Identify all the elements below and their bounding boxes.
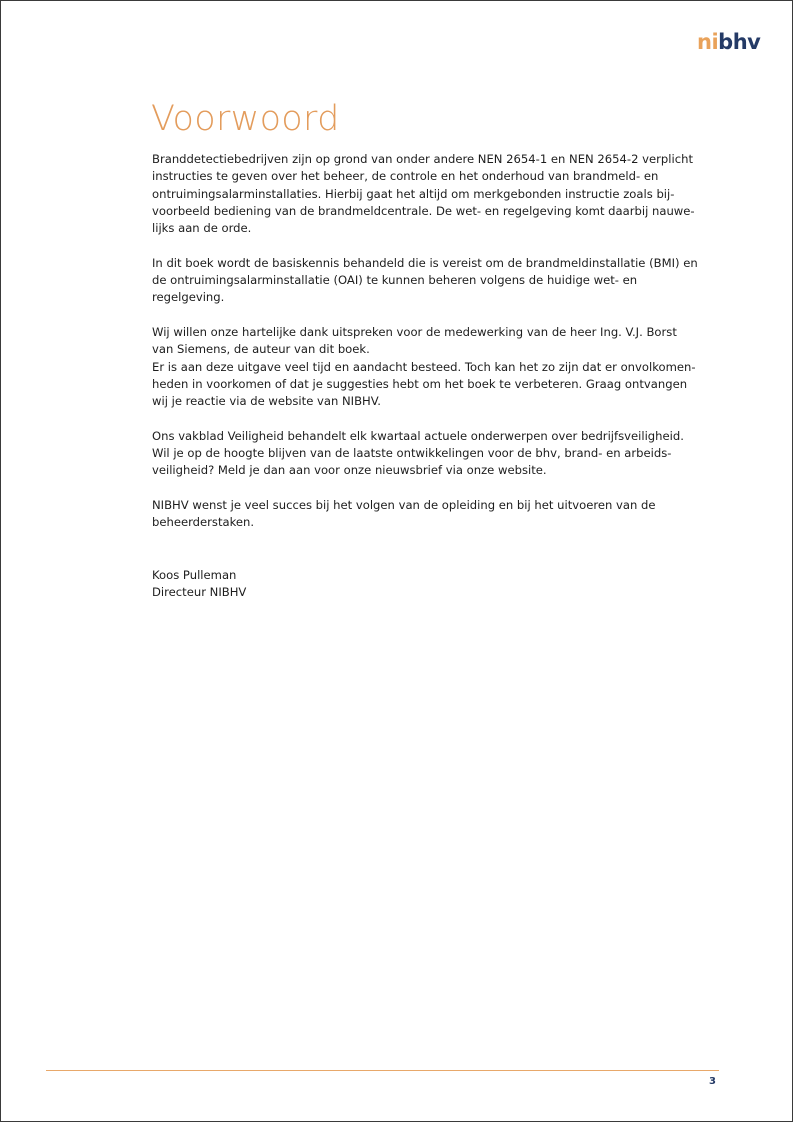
text-line: voorbeeld bediening van de brandmeldcentrale. De wet- en regelgeving komt daarbij nauwe-	[152, 203, 695, 218]
paragraph-4	[152, 428, 724, 480]
text-line: Wij willen onze hartelijke dank uitspreken voor de medewerking van de heer Ing. V.J. Borst	[152, 324, 677, 339]
paragraph-5	[152, 497, 724, 532]
logo-ni: ni	[697, 30, 719, 54]
text-line: van Siemens, de auteur van dit boek.	[152, 342, 370, 357]
text-line: Wil je op de hoogte blijven van de laatste ontwikkelingen voor de bhv, brand- en arbeids-	[152, 446, 672, 461]
foreword-body	[152, 151, 724, 549]
logo-bhv: bhv	[718, 30, 761, 54]
text-line: Ons vakblad Veiligheid behandelt elk kwartaal actuele onderwerpen over bedrijfsveiligheid.	[152, 428, 684, 443]
text-line: de ontruimingsalarminstallatie (OAI) te kunnen beheren volgens de huidige wet- en	[152, 273, 638, 288]
paragraph-1	[152, 151, 724, 237]
nibhv-logo	[697, 28, 760, 56]
text-line: ontruimingsalarminstallaties. Hierbij gaat het altijd om merkgebonden instructie zoals bij-	[152, 186, 675, 201]
signature-block	[152, 567, 246, 602]
text-line: In dit boek wordt de basiskennis behandeld die is vereist om de brandmeldinstallatie (BMI) en	[152, 255, 698, 270]
page-number: 3	[709, 1076, 716, 1087]
footer-divider	[46, 1070, 719, 1071]
paragraph-3	[152, 324, 724, 410]
text-line: regelgeving.	[152, 290, 225, 305]
signatory-role: Directeur NIBHV	[152, 585, 247, 600]
text-line: beheerderstaken.	[152, 515, 255, 530]
text-line: heden in voorkomen of dat je suggesties hebt om het boek te verbeteren. Graag ontvangen	[152, 376, 688, 391]
text-line: Er is aan deze uitgave veel tijd en aandacht besteed. Toch kan het zo zijn dat er onvolkomen-	[152, 359, 696, 374]
page-title: Voorwoord	[151, 99, 340, 139]
text-line: Branddetectiebedrijven zijn op grond van onder andere NEN 2654-1 en NEN 2654-2 verplicht	[152, 152, 693, 166]
text-line: veiligheid? Meld je dan aan voor onze nieuwsbrief via onze website.	[152, 463, 547, 478]
text-line: instructies te geven over het beheer, de controle en het onderhoud van brandmeld- en	[152, 169, 659, 184]
signatory-name: Koos Pulleman	[152, 568, 237, 582]
paragraph-2	[152, 255, 724, 307]
text-line: wij je reactie via de website van NIBHV.	[152, 394, 381, 409]
text-line: NIBHV wenst je veel succes bij het volgen van de opleiding en bij het uitvoeren van de	[152, 497, 656, 512]
text-line: lijks aan de orde.	[152, 221, 252, 236]
